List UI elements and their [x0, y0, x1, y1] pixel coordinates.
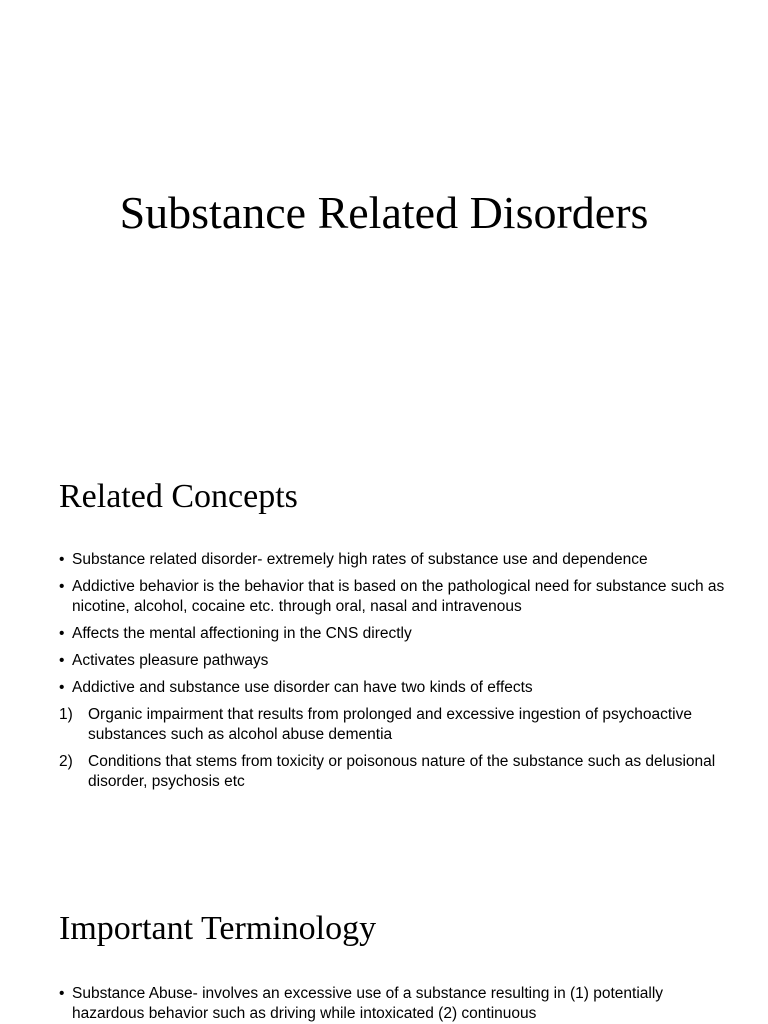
bullet-marker: •	[59, 679, 65, 696]
slide-related-concepts	[0, 432, 768, 864]
list-item-text: Addictive and substance use disorder can have two kinds of effects	[72, 679, 533, 696]
list-item-text: Substance related disorder- extremely high rates of substance use and dependence	[72, 551, 648, 568]
bullet-list	[59, 984, 739, 1024]
list-item-text: Organic impairment that results from prolonged and excessive ingestion of psychoactive substances such as alcohol abuse dementia	[88, 706, 692, 743]
list-item-text: Substance Abuse- involves an excessive use of a substance resulting in (1) potentially hazardous behavior such as driving while intoxicated (2) continuous	[72, 985, 664, 1022]
slide-heading: Related Concepts	[59, 478, 298, 515]
list-item	[59, 651, 739, 671]
bullet-marker: •	[59, 652, 65, 669]
presentation-title: Substance Related Disorders	[119, 187, 649, 238]
list-item-text: Addictive behavior is the behavior that is based on the pathological need for substance such as nicotine, alcohol, cocaine etc. through oral, nasal and intravenous	[72, 578, 725, 615]
list-item	[59, 577, 739, 617]
list-item	[59, 678, 739, 698]
slide-title	[0, 0, 768, 432]
list-item	[59, 624, 739, 644]
list-item-text: Activates pleasure pathways	[72, 652, 269, 669]
list-item	[59, 550, 739, 570]
slide-important-terminology	[0, 864, 768, 1024]
list-item	[59, 752, 739, 792]
list-item-text: Affects the mental affectioning in the CNS directly	[72, 625, 412, 642]
number-marker: 1)	[59, 706, 73, 723]
slide-heading: Important Terminology	[59, 910, 377, 947]
number-marker: 2)	[59, 753, 73, 770]
list-item	[59, 984, 739, 1024]
bullet-list	[59, 550, 739, 799]
bullet-marker: •	[59, 578, 65, 595]
bullet-marker: •	[59, 625, 65, 642]
list-item	[59, 705, 739, 745]
bullet-marker: •	[59, 985, 65, 1002]
bullet-marker: •	[59, 551, 65, 568]
list-item-text: Conditions that stems from toxicity or poisonous nature of the substance such as delusional disorder, psychosis etc	[88, 753, 716, 790]
